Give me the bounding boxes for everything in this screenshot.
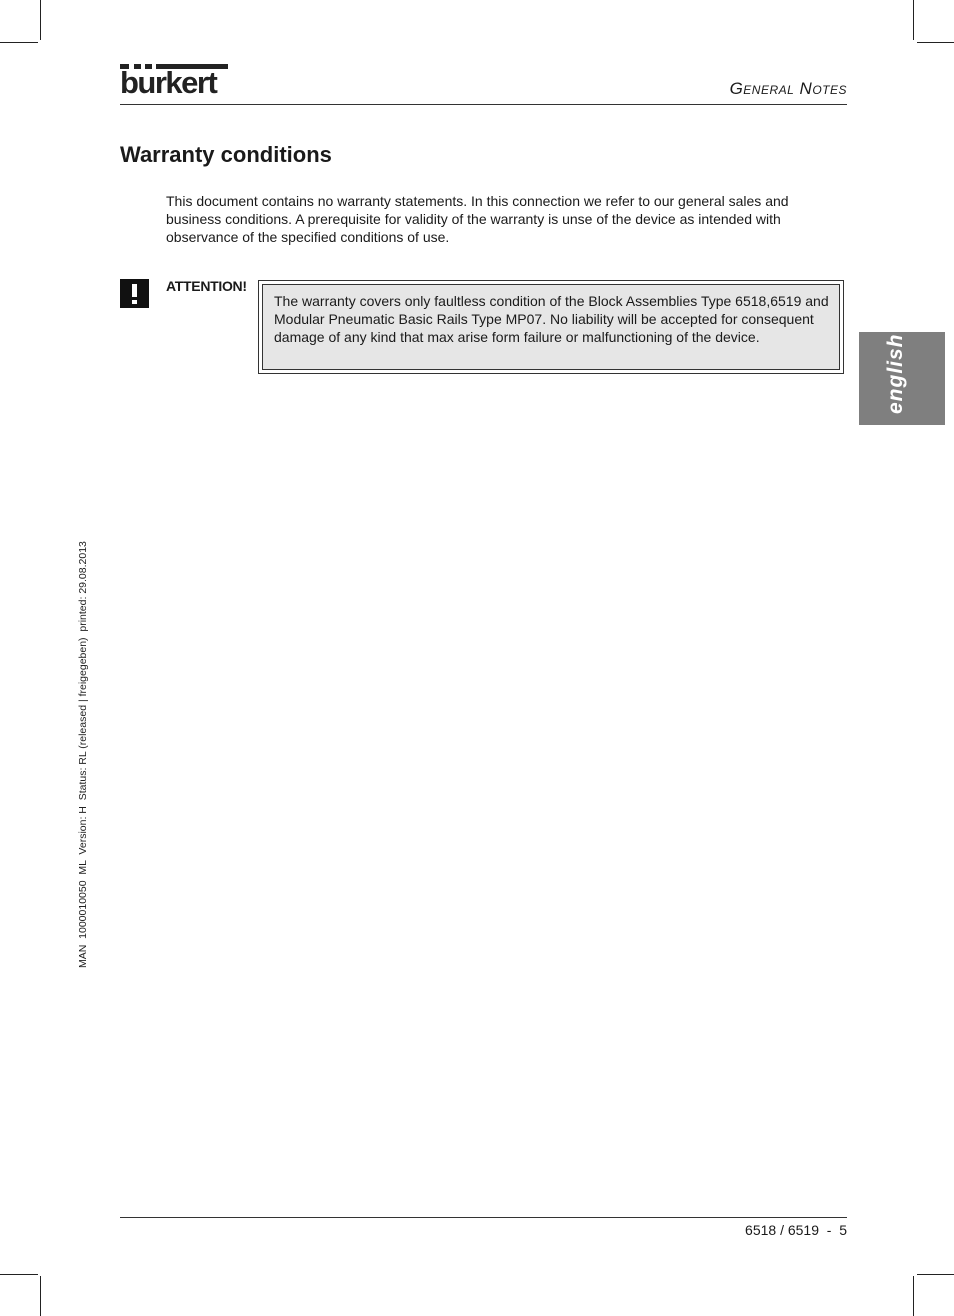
document-meta: MAN 1000010050 ML Version: H Status: RL (released | freigegeben) printed: 29.08.2013 [77,541,89,968]
crop-mark [917,1274,954,1275]
crop-mark [0,1274,38,1275]
crop-mark [40,0,41,40]
attention-text: The warranty covers only faultless condition of the Block Assemblies Type 6518,6519 and Modular Pneumatic Basic Rails Type MP07. No liability will be accepted for consequent damage of any kind that max arise form failure or malfunctioning of the device. [262,284,840,370]
attention-box [258,280,844,374]
brand-logo [120,64,228,98]
crop-mark [917,42,954,43]
crop-mark [40,1276,41,1316]
crop-mark [0,42,38,43]
crop-mark [913,0,914,40]
attention-label: ATTENTION! [166,278,247,294]
header-divider [120,104,847,105]
language-label: english [884,333,907,414]
intro-paragraph: This document contains no warranty statements. In this connection we refer to our general sales and business conditions. A prerequisite for validity of the warranty is unse of the device as intended with observance of the specified conditions of use. [166,193,789,245]
exclamation-icon [120,279,149,308]
page-title: Warranty conditions [120,142,332,167]
language-tab [859,332,945,425]
page-number: 6518 / 6519 - 5 [745,1222,847,1238]
logo-text: burkert [120,65,217,100]
section-title: General Notes [729,79,847,98]
crop-mark [913,1276,914,1316]
footer-divider [120,1217,847,1218]
